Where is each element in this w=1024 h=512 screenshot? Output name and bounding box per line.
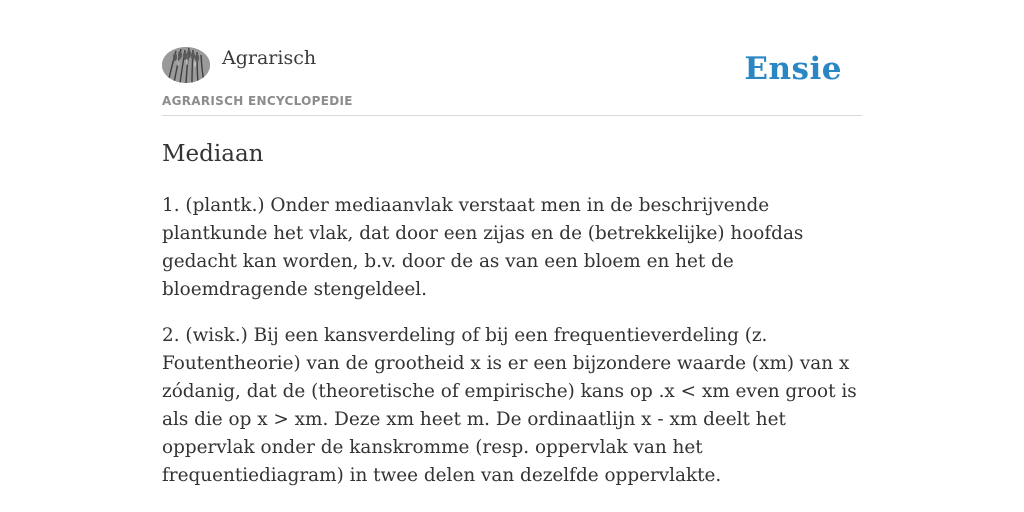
source-subtitle: AGRARISCH ENCYCLOPEDIE <box>162 94 353 108</box>
article-paragraph-1: 1. (plantk.) Onder mediaanvlak verstaat men in de beschrijvende plantkunde het vlak, dat door een zijas en de (betrekkelijke) hoofdas gedacht kan worden, b.v. door de as van een bloem en het de bloemdragende stengeldeel. <box>162 195 804 300</box>
ensie-logo-link[interactable]: Ensie <box>744 51 842 87</box>
source-name-link[interactable]: Agrarisch <box>222 47 317 69</box>
article-body <box>162 192 862 508</box>
page-wrapper <box>162 0 862 512</box>
article-paragraph-2: 2. (wisk.) Bij een kansverdeling of bij een frequentieverdeling (z. Foutentheorie) van de grootheid x is er een bijzondere waarde (xm) van x zódanig, dat de (theoretische of empirische) kans op .x < xm even groot is als die op x > xm. Deze xm heet m. De ordinaatlijn x - xm deelt het oppervlak onder de kanskromme (resp. oppervlak van het frequentiediagram) in twee delen van dezelfde oppervlakte. <box>162 325 857 486</box>
wheat-logo-icon[interactable] <box>162 47 210 83</box>
article-title: Mediaan <box>162 141 264 167</box>
source-header <box>162 0 862 116</box>
